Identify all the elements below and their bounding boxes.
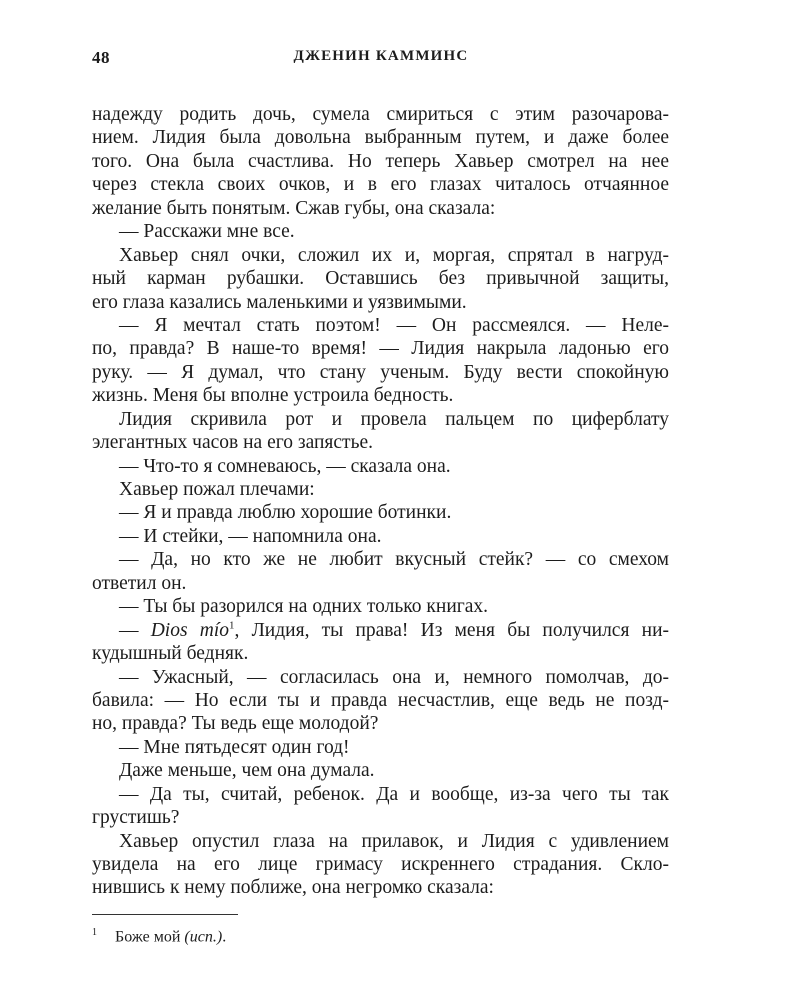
body-text xyxy=(92,103,669,900)
text-line: — Ты бы разорился на одних только книгах. xyxy=(119,596,489,618)
text-line: — Да, но кто же не любит вкусный стейк? — со смехом xyxy=(119,549,669,571)
text-line: — Я мечтал стать поэтом! — Он рассмеялся. — Неле- xyxy=(119,314,669,336)
foreign-phrase: Dios mío xyxy=(150,619,229,641)
text-line: но, правда? Ты ведь еще молодой? xyxy=(92,713,379,735)
footnote-italic: (исп.) xyxy=(184,928,223,946)
text-line: — Да ты, считай, ребенок. Да и вообще, из-за чего ты так xyxy=(119,783,669,805)
text-line: элегантных часов на его запястье. xyxy=(92,432,373,454)
footnote xyxy=(92,927,672,946)
footnote-mark: 1 xyxy=(92,927,97,938)
text-line: — Я и правда люблю хорошие ботинки. xyxy=(119,502,452,524)
text-line: надежду родить дочь, сумела смириться с этим разочарова- xyxy=(92,104,669,125)
text-line: — И стейки, — напомнила она. xyxy=(119,525,382,547)
running-title: ДЖЕНИН КАММИНС xyxy=(293,48,469,64)
text-line: того. Она была счастлива. Но теперь Хавьер смотрел на нее xyxy=(92,150,669,172)
footnote-divider xyxy=(92,914,238,915)
text-line: кудышный бедняк. xyxy=(92,643,249,665)
text-line: нившись к нему поближе, она негромко сказала: xyxy=(92,877,494,899)
text-line: — Dios mío$^1$, Лидия, ты права! Из меня бы получился ни- xyxy=(119,619,669,641)
text-line: через стекла своих очков, и в его глазах читалось отчаянное xyxy=(92,174,669,196)
text-line: увидела на его лице гримасу искреннего страдания. Скло- xyxy=(92,854,669,875)
text-line: Хавьер пожал плечами: xyxy=(119,479,315,500)
text-line: ответил он. xyxy=(92,572,187,594)
text-line: бавила: — Но если ты и правда несчастлив, еще ведь не позд- xyxy=(92,689,669,711)
footnote-reference[interactable]: 1 xyxy=(229,619,235,632)
text-line: жизнь. Меня бы вполне устроила бедность. xyxy=(92,385,454,407)
text-line: Даже меньше, чем она думала. xyxy=(119,760,375,782)
text-line: — Что-то я сомневаюсь, — сказала она. xyxy=(119,455,451,477)
footnote-end: . xyxy=(222,928,227,946)
text-line: Лидия скривила рот и провела пальцем по циферблату xyxy=(119,408,669,430)
text-line: — Ужасный, — согласилась она и, немного помолчав, до- xyxy=(119,666,669,688)
text-line: Хавьер снял очки, сложил их и, моргая, спрятал в нагруд- xyxy=(119,244,669,266)
running-head xyxy=(92,48,670,72)
footnote-text: Боже мой xyxy=(115,928,181,946)
text-line: — Мне пятьдесят один год! xyxy=(119,736,350,758)
text-line: его глаза казались маленькими и уязвимыми. xyxy=(92,291,467,313)
text-line: по, правда? В наше-то время! — Лидия накрыла ладонью его xyxy=(92,338,669,360)
text-line: Хавьер опустил глаза на прилавок, и Лидия с удивлением xyxy=(119,830,669,852)
text-line: желание быть понятым. Сжав губы, она сказала: xyxy=(92,197,496,219)
text-line: руку. — Я думал, что стану ученым. Буду вести спокойную xyxy=(92,361,669,383)
text-line: — Расскажи мне все. xyxy=(119,221,295,243)
text-line: ный карман рубашки. Оставшись без привычной защиты, xyxy=(92,268,669,290)
page-number: 48 xyxy=(92,48,110,67)
text-line: нием. Лидия была довольна выбранным путем, и даже более xyxy=(92,127,669,149)
text-line: грустишь? xyxy=(92,807,180,829)
